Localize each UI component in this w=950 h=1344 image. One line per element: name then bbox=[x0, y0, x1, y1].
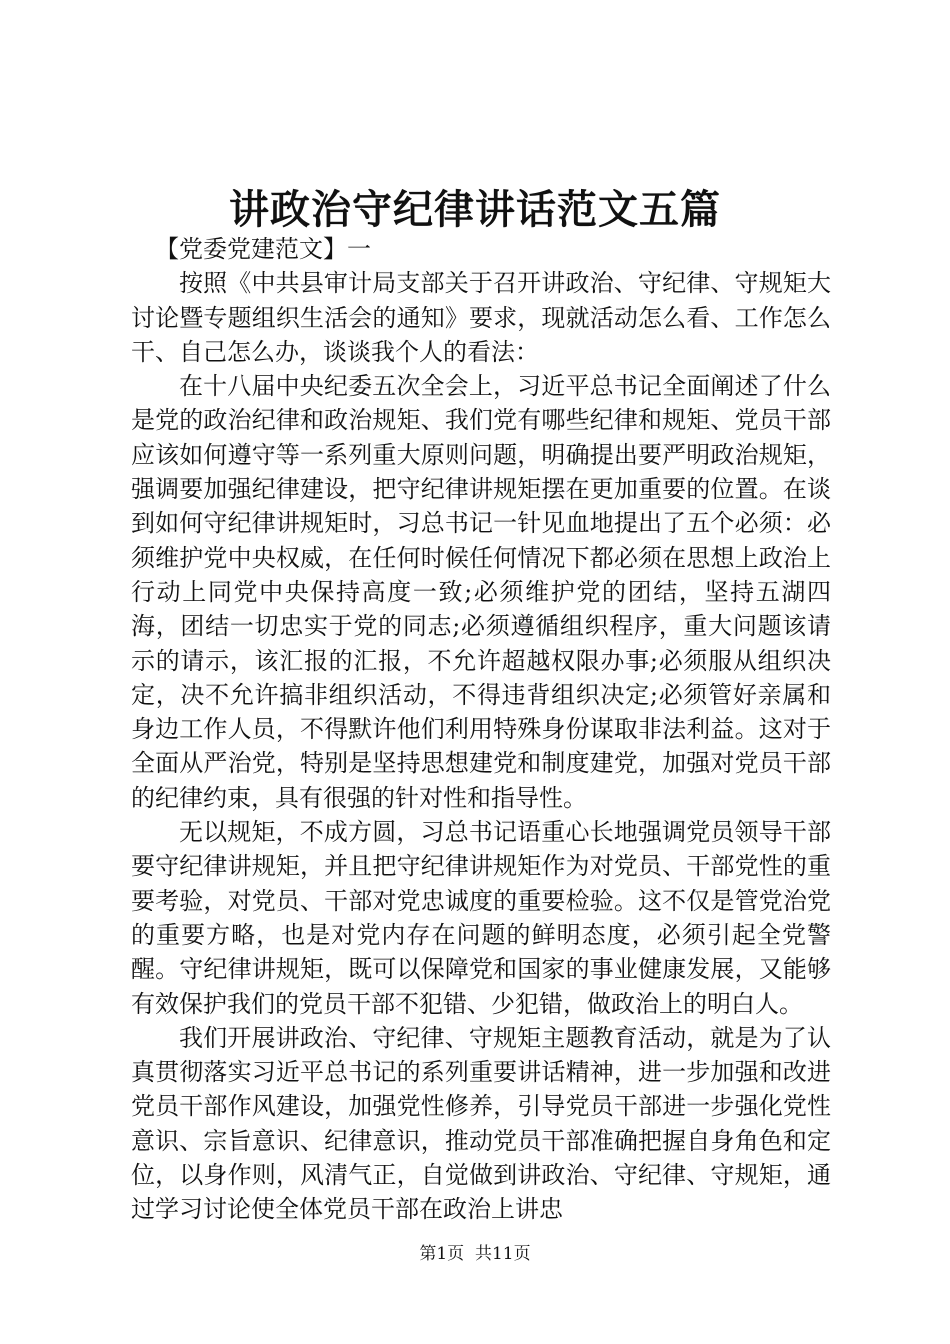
paragraph: 无以规矩，不成方圆，习总书记语重心长地强调党员领导干部要守纪律讲规矩，并且把守纪律讲规矩作为对党员、干部党性的重要考验，对党员、干部对党忠诚度的重要检验。这不仅是管党治党的重要方略，也是对党内存在问题的鲜明态度，必须引起全党警醒。守纪律讲规矩，既可以保障党和国家的事业健康发展，又能够有效保护我们的党员干部不犯错、少犯错，做政治上的明白人。 bbox=[131, 818, 831, 1018]
page-footer bbox=[0, 1243, 950, 1265]
paragraph: 我们开展讲政治、守纪律、守规矩主题教育活动，就是为了认真贯彻落实习近平总书记的系列重要讲话精神，进一步加强和改进党员干部作风建设，加强党性修养，引导党员干部进一步强化党性意识、宗旨意识、纪律意识，推动党员干部准确把握自身角色和定位，以身作则，风清气正，自觉做到讲政治、守纪律、守规矩，通过学习讨论使全体党员干部在政治上讲忠 bbox=[131, 1023, 831, 1224]
paragraph: 在十八届中央纪委五次全会上，习近平总书记全面阐述了什么是党的政治纪律和政治规矩、我们党有哪些纪律和规矩、党员干部应该如何遵守等一系列重大原则问题，明确提出要严明政治规矩，强调要加强纪律建设，把守纪律讲规矩摆在更加重要的位置。在谈到如何守纪律讲规矩时，习总书记一针见血地提出了五个必须：必须维护党中央权威，在任何时候任何情况下都必须在思想上政治上行动上同党中央保持高度一致;必须维护党的团结，坚持五湖四海，团结一切忠实于党的同志;必须遵循组织程序，重大问题该请示的请示，该汇报的汇报，不允许超越权限办事;必须服从组织决定，决不允许搞非组织活动，不得违背组织决定;必须管好亲属和身边工作人员，不得默许他们利用特殊身份谋取非法利益。这对于全面从严治党，特别是坚持思想建党和制度建党，加强对党员干部的纪律约束，具有很强的针对性和指导性。 bbox=[131, 372, 831, 812]
page-number-label: 第1页 共11页 bbox=[419, 1244, 531, 1264]
paragraph: 按照《中共县审计局支部关于召开讲政治、守纪律、守规矩大讨论暨专题组织生活会的通知》要求，现就活动怎么看、工作怎么干、自己怎么办，谈谈我个人的看法： bbox=[131, 269, 831, 366]
document-body bbox=[131, 232, 831, 1227]
section-heading: 【党委党建范文】一 bbox=[155, 235, 371, 263]
document-title: 讲政治守纪律讲话范文五篇 bbox=[229, 186, 721, 233]
